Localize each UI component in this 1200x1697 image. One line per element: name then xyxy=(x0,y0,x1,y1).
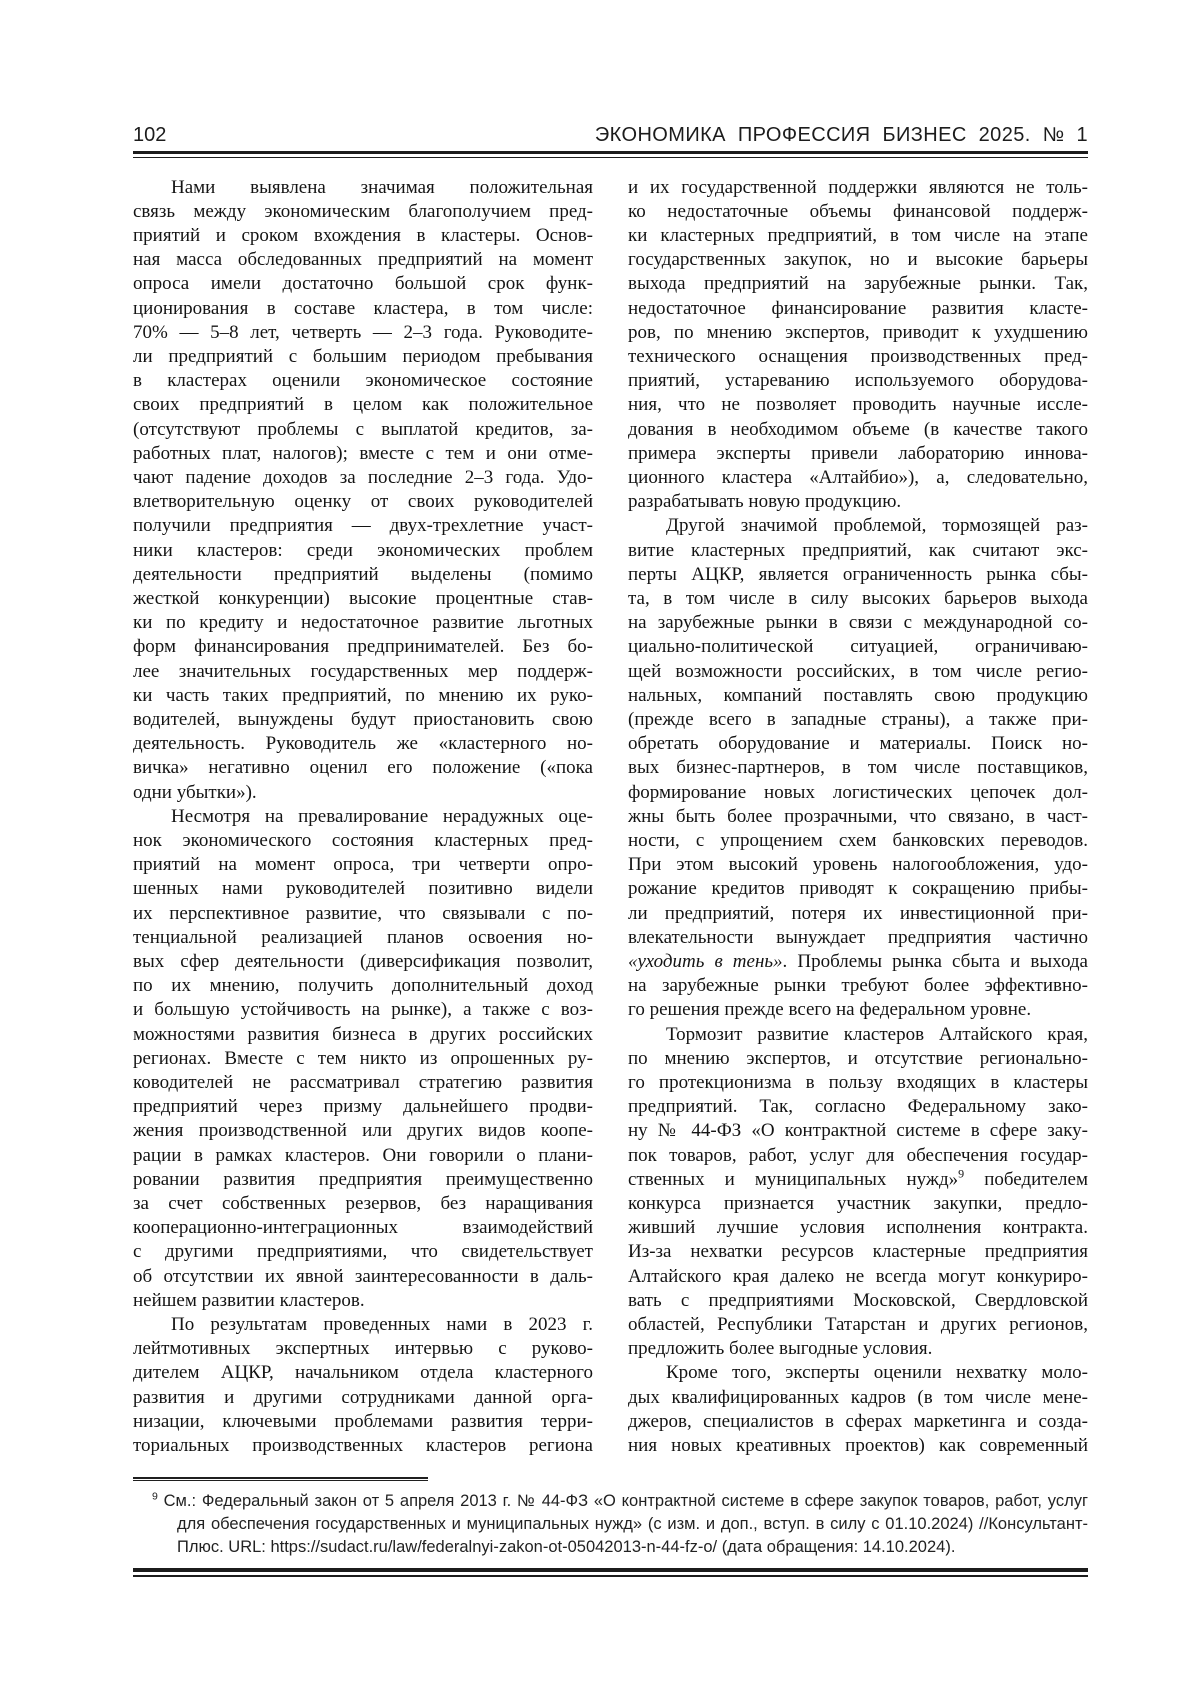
text-line: деятельности предприятий выделены (помимо xyxy=(133,563,593,585)
text-line: дителем АЦКР, начальником отдела кластерного xyxy=(133,1362,593,1384)
paragraph xyxy=(133,176,593,805)
text-line: Тормозит развитие кластеров Алтайского края, xyxy=(666,1023,1088,1045)
text-line: ки по кредиту и недостаточное развитие льготных xyxy=(133,612,593,634)
text-line: го решения прежде всего на федеральном уровне. xyxy=(628,999,1032,1021)
text-line: лее значительных государственных мер поддерж- xyxy=(133,660,593,682)
paragraph xyxy=(628,176,1088,515)
text-line: вать с предприятиями Московской, Свердловской xyxy=(628,1289,1088,1311)
page-number: 102 xyxy=(133,124,167,146)
text-line: ководителей не рассматривал стратегию развития xyxy=(133,1072,593,1094)
text-line: перты АЦКР, является ограниченность рынка сбы- xyxy=(628,563,1088,585)
text-line: жения производственной или других видов коопе- xyxy=(133,1120,593,1142)
text-line: для обеспечения государственных и муниципальных нужд» (с изм. и доп., вступ. в силу с 01.10.2024) //Консультант- xyxy=(177,1515,1088,1533)
text-line: кооперационно-интеграционных взаимодействий xyxy=(133,1217,593,1239)
text-line: ки часть таких предприятий, по мнению их руко- xyxy=(133,684,593,706)
text-line: ров, по мнению экспертов, приводит к ухудшению xyxy=(628,321,1088,343)
text-line: по их мнению, получить дополнительный доход xyxy=(133,975,593,997)
text-line: получили предприятия — двух-трехлетние участ- xyxy=(133,515,593,537)
text-line: государственных закупок, но и высокие барьеры xyxy=(628,249,1088,271)
text-line: областей, Республики Татарстан и других регионов, xyxy=(628,1314,1088,1336)
text-line: можностями развития бизнеса в других российских xyxy=(133,1023,593,1045)
text-line: и большую устойчивость на рынке), а также с воз- xyxy=(133,999,593,1021)
text-line: Алтайского края далеко не всегда могут конкуриро- xyxy=(628,1265,1088,1287)
text-line: разрабатывать новую продукцию. xyxy=(628,491,902,513)
text-line: дования в необходимом объеме (в качестве такого xyxy=(628,418,1088,440)
text-line: предприятий через призму дальнейшего продви- xyxy=(133,1096,593,1118)
text-segment: победителем xyxy=(964,1168,1088,1190)
body-column-right xyxy=(628,176,1088,1460)
text-line: Кроме того, эксперты оценили нехватку моло- xyxy=(666,1362,1088,1384)
text-line: жесткой конкуренции) высокие процентные став- xyxy=(133,587,593,609)
page-header xyxy=(133,125,1088,146)
text-line: форм финансирования предпринимателей. Без бо- xyxy=(133,636,593,658)
text-line: и их государственной поддержки являются не толь- xyxy=(628,176,1088,198)
text-line: (прежде всего в западные страны), а также при- xyxy=(628,708,1088,730)
text-line: своих предприятий в целом как положительное xyxy=(133,394,593,416)
text-line: на зарубежные рынки в связи с международной со- xyxy=(628,612,1088,634)
text-line: щей возможности российских, в том числе регио- xyxy=(628,660,1088,682)
body-text xyxy=(133,176,1088,1460)
text-line: нок экономического состояния кластерных пред- xyxy=(133,829,593,851)
text-line: циально-политической ситуацией, ограничиваю- xyxy=(628,636,1088,658)
header-rule xyxy=(133,151,1088,158)
text-line: та, в том числе в силу высоких барьеров выхода xyxy=(628,587,1088,609)
text-line: деятельность. Руководитель же «кластерного но- xyxy=(133,733,593,755)
text-segment: «уходить в тень» xyxy=(628,951,783,972)
page xyxy=(133,0,1088,1577)
text-line: ная масса обследованных предприятий на момент xyxy=(133,249,593,271)
text-line: (отсутствуют проблемы с выплатой кредитов, за- xyxy=(133,418,593,440)
text-line: вых бизнес-партнеров, в том числе поставщиков, xyxy=(628,757,1088,779)
text-line: ционирования в составе кластера, в том числе: xyxy=(133,297,593,319)
text-line: рации в рамках кластеров. Они говорили о плани- xyxy=(133,1144,593,1166)
text-line: ники кластеров: среди экономических проблем xyxy=(133,539,593,561)
text-line: вых сфер деятельности (диверсификация позволит, xyxy=(133,951,593,972)
text-line: Другой значимой проблемой, тормозящей раз- xyxy=(666,515,1088,537)
text-line: рожание кредитов приводят к сокращению прибы- xyxy=(628,878,1088,900)
footnote xyxy=(133,1490,1088,1559)
text-line: одни убытки»). xyxy=(133,781,257,803)
text-line: ности, с упрощением схем банковских переводов. xyxy=(628,829,1088,851)
text-line xyxy=(628,1168,1088,1192)
text-line: джеров, специалистов в сферах маркетинга и созда- xyxy=(628,1410,1088,1432)
text-line: конкурса признается участник закупки, предло- xyxy=(628,1193,1088,1215)
text-segment: См.: Федеральный закон от 5 апреля 2013 г. № 44-ФЗ «О контрактной системе в сфере закупок товаров, работ, услуг xyxy=(157,1492,1088,1510)
text-line: нальных, компаний поставлять свою продукцию xyxy=(628,684,1088,706)
text-line: приятий на момент опроса, три четверти опро- xyxy=(133,854,593,876)
text-line: ториальных производственных кластеров региона xyxy=(133,1435,593,1457)
text-line: го протекционизма в пользу входящих в кластеры xyxy=(628,1072,1088,1094)
text-line: влекательности вынуждает предприятия частично xyxy=(628,926,1088,948)
text-line xyxy=(628,950,1088,974)
text-line: технического оснащения производственных пред- xyxy=(628,345,1088,367)
text-line: 70% — 5–8 лет, четверть — 2–3 года. Руководите- xyxy=(133,321,593,343)
text-line: Нами выявлена значимая положительная xyxy=(171,176,593,198)
text-line: связь между экономическим благополучием пред- xyxy=(133,200,593,222)
text-line: на зарубежные рынки требуют более эффективно- xyxy=(628,975,1088,997)
text-line: лейтмотивных экспертных интервью с руково- xyxy=(133,1338,593,1360)
text-line: ки кластерных предприятий, в том числе на этапе xyxy=(628,224,1088,246)
text-line: примера эксперты привели лабораторию иннова- xyxy=(628,442,1088,464)
text-line: При этом высокий уровень налогообложения, удо- xyxy=(628,854,1088,876)
footnote-reference: 9 xyxy=(958,1166,965,1181)
text-line: Несмотря на превалирование нерадужных оце- xyxy=(171,805,593,827)
text-line: развития и другими сотрудниками данной орга- xyxy=(133,1386,593,1408)
text-segment: ственных и муниципальных нужд» xyxy=(628,1168,959,1190)
text-line: выхода предприятий на зарубежные рынки. Так, xyxy=(628,273,1088,295)
text-line: Плюс. URL: https://sudact.ru/law/federalnyi-zakon-ot-05042013-n-44-fz-o/ (дата обращения: 14.10.2024). xyxy=(177,1538,956,1556)
text-line: влетворительную оценку от своих руководителей xyxy=(133,491,593,513)
text-line: ли предприятий, потеря их инвестиционной при- xyxy=(628,902,1088,924)
text-line: с другими предприятиями, что свидетельствует xyxy=(133,1241,593,1263)
text-line: ровании развития предприятия преимущественно xyxy=(133,1168,593,1190)
paragraph xyxy=(628,1023,1088,1362)
text-line: предложить более выгодные условия. xyxy=(628,1338,933,1360)
text-line: шенных нами руководителей позитивно видели xyxy=(133,878,593,900)
paragraph xyxy=(628,1361,1088,1458)
text-line xyxy=(152,1490,1088,1513)
text-line: водителей, вынуждены будут приостановить свою xyxy=(133,708,593,730)
text-line: пок товаров, работ, услуг для обеспечения государ- xyxy=(628,1144,1088,1166)
text-line: по мнению экспертов, и отсутствие регионально- xyxy=(628,1047,1088,1069)
text-line: об отсутствии их явной заинтересованности в даль- xyxy=(133,1265,593,1287)
text-line: недостаточное финансирование развития класте- xyxy=(628,297,1088,319)
text-line: вичка» негативно оценил его положение («пока xyxy=(133,757,593,779)
text-line: ко недостаточные объемы финансовой поддерж- xyxy=(628,200,1088,222)
text-segment: . Проблемы рынка сбыта и выхода xyxy=(782,951,1088,972)
text-line: тенциальной реализацией планов освоения но- xyxy=(133,926,593,948)
text-line: предприятий. Так, согласно Федеральному зако- xyxy=(628,1096,1088,1118)
text-line: ну № 44-ФЗ «О контрактной системе в сфере заку- xyxy=(628,1120,1088,1142)
text-line: чают падение доходов за последние 2–3 года. Удо- xyxy=(133,466,593,488)
text-line: регионах. Вместе с тем никто из опрошенных ру- xyxy=(133,1047,593,1069)
text-line: ния новых креативных проектов) как современный xyxy=(628,1435,1088,1457)
text-line: работных плат, налогов); вместе с тем и они отме- xyxy=(133,442,593,464)
text-line: низации, ключевыми проблемами развития терри- xyxy=(133,1410,593,1432)
text-line: в кластерах оценили экономическое состояние xyxy=(133,370,593,392)
footnote-reference: 9 xyxy=(152,1490,158,1503)
paragraph xyxy=(133,1313,593,1458)
text-line: Из-за нехватки ресурсов кластерные предприятия xyxy=(628,1241,1088,1263)
text-line: обретать оборудование и материалы. Поиск но- xyxy=(628,733,1088,755)
text-line: приятий, устареванию используемого оборудова- xyxy=(628,370,1088,392)
paragraph xyxy=(628,514,1088,1022)
text-line: нейшем развитии кластеров. xyxy=(133,1289,365,1311)
text-line: витие кластерных предприятий, как считают экс- xyxy=(628,539,1088,561)
journal-title: ЭКОНОМИКА ПРОФЕССИЯ БИЗНЕС 2025. № 1 xyxy=(594,124,1088,146)
text-line: формирование новых логистических цепочек дол- xyxy=(628,781,1088,803)
bottom-rule xyxy=(133,1568,1088,1577)
text-line: опроса имели достаточно большой срок функ- xyxy=(133,273,593,295)
text-line: ли предприятий с большим периодом пребывания xyxy=(133,345,593,367)
text-line: их перспективное развитие, что связывали с по- xyxy=(133,902,593,924)
text-line: живший лучшие условия исполнения контракта. xyxy=(628,1217,1088,1239)
text-line: ционного кластера «Алтайбио»), а, следовательно, xyxy=(628,466,1088,488)
text-line: приятий и сроком вхождения в кластеры. Основ- xyxy=(133,224,593,246)
footnote-rule xyxy=(133,1477,428,1482)
body-column-left xyxy=(133,176,593,1460)
text-line: за счет собственных резервов, без наращивания xyxy=(133,1193,593,1215)
text-line: жны быть более прозрачными, что связано, в част- xyxy=(628,805,1088,827)
paragraph xyxy=(133,805,593,1313)
text-line: дых квалифицированных кадров (в том числе мене- xyxy=(628,1386,1088,1408)
text-line: ния, что не позволяет проводить научные иссле- xyxy=(628,394,1088,416)
text-line: По результатам проведенных нами в 2023 г. xyxy=(171,1314,593,1336)
